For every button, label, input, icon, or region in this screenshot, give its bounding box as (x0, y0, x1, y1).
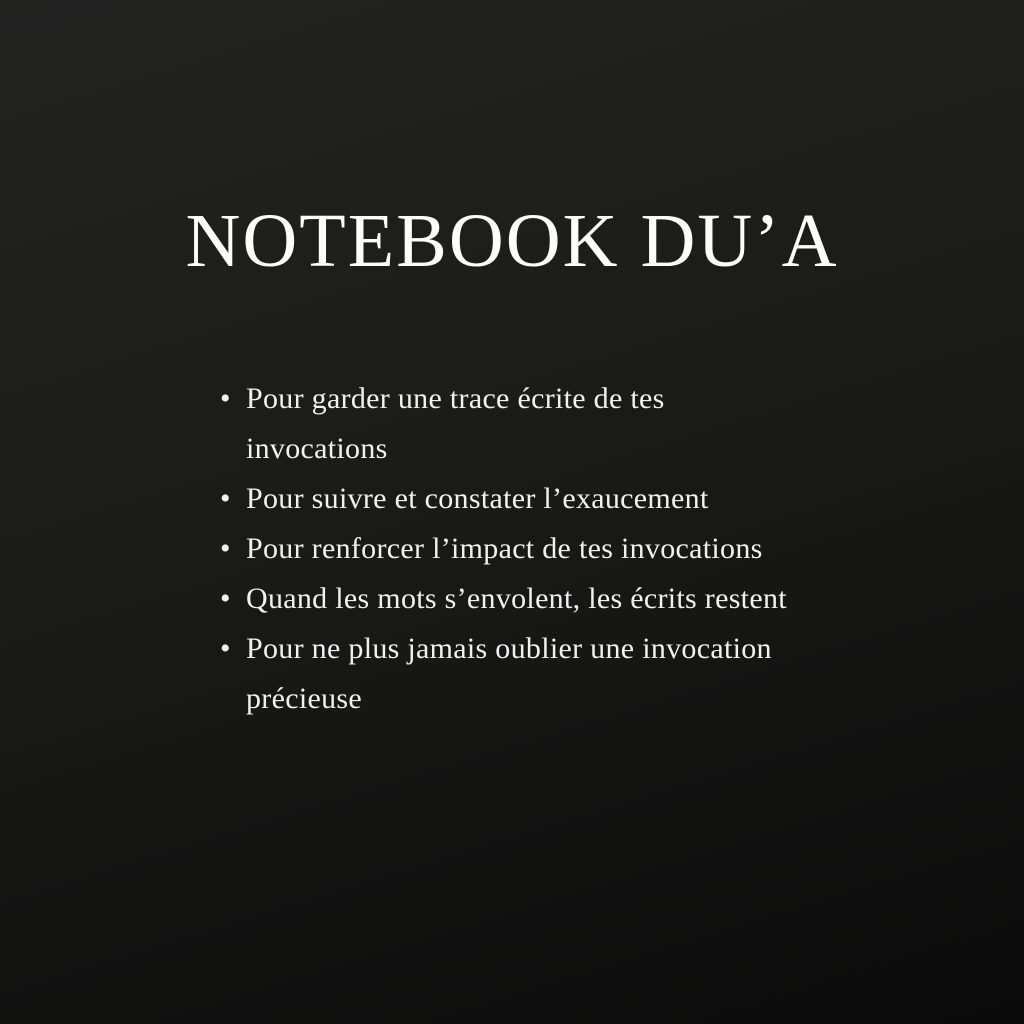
bullet-icon: • (220, 532, 231, 565)
list-item-text: Pour garder une trace écrite de tes invocations (246, 382, 665, 465)
list-item (220, 624, 798, 724)
benefits-list (220, 374, 798, 724)
bullet-icon: • (220, 632, 231, 665)
list-item-text: Quand les mots s’envolent, les écrits restent (246, 582, 787, 615)
list-item-text: Pour suivre et constater l’exaucement (246, 482, 709, 515)
list-item (220, 474, 798, 524)
page-title: NOTEBOOK DU’A (185, 199, 839, 283)
list-item (220, 374, 798, 474)
bullet-icon: • (220, 382, 231, 415)
bullet-icon: • (220, 582, 231, 615)
list-item-text: Pour ne plus jamais oublier une invocation précieuse (246, 632, 772, 715)
list-item (220, 574, 798, 624)
list-item (220, 524, 798, 574)
bullet-icon: • (220, 482, 231, 515)
list-item-text: Pour renforcer l’impact de tes invocations (246, 532, 763, 565)
